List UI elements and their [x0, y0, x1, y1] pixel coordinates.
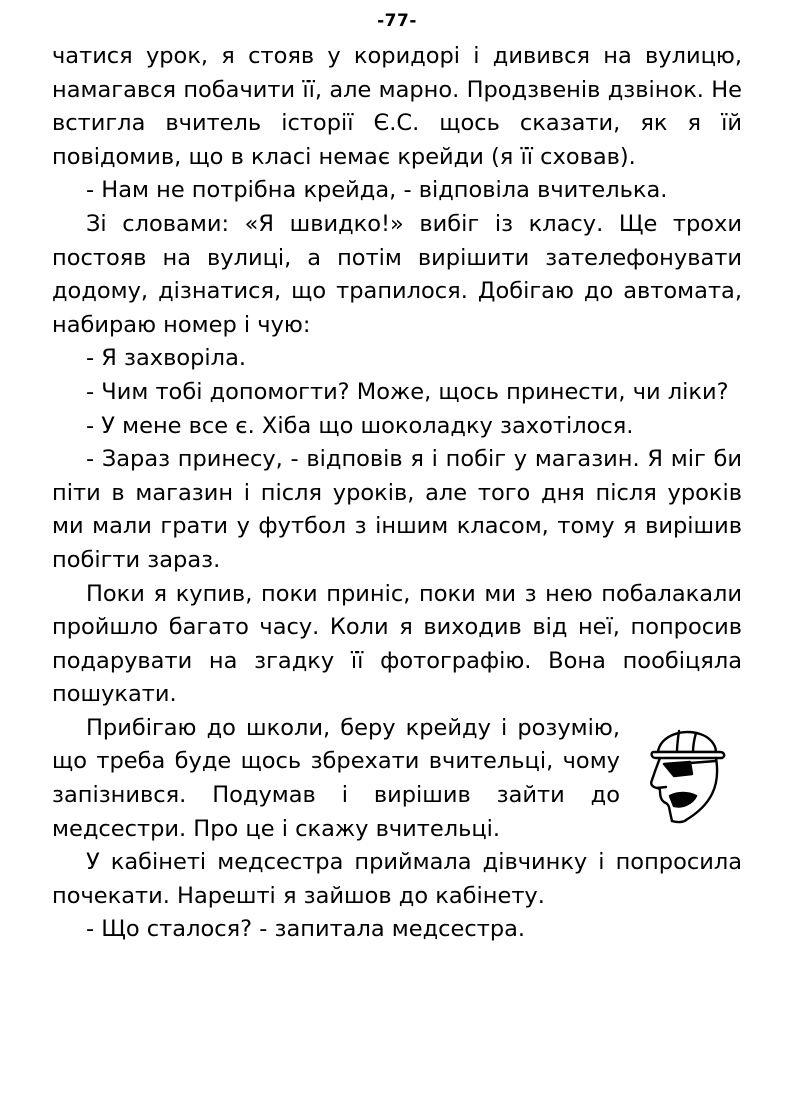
paragraph: - Я захворіла.: [86, 345, 247, 372]
paragraph: - Чим тобі допомогти? Може, щось принести, чи ліки?: [86, 378, 729, 405]
paragraph: - Що сталося? - запитала медсестра.: [86, 916, 526, 943]
paragraph: Зі словами: «Я швидко!» вибіг із класу. Ще трохи постояв на вулиці, а потім вирішити зателефонувати додому, дізнатися, що трапилося. Добігаю до автомата, набираю номер і чую:: [52, 210, 742, 338]
paragraph: У кабінеті медсестра приймала дівчинку і попросила почекати. Нарешті я зайшов до кабінету.: [52, 849, 742, 909]
page-number: -77-: [377, 11, 417, 31]
page-body-text: [52, 40, 742, 947]
head-profile-with-cap-icon: [630, 718, 742, 830]
paragraph: - Зараз принесу, - відповів я і побіг у магазин. Я міг би піти в магазин і після уроків, але того дня після уроків ми мали грати у футбол з іншим класом, тому я вирішив побігти зараз.: [52, 446, 742, 573]
paragraph: - Нам не потрібна крейда, - відповіла вчителька.: [86, 177, 668, 204]
paragraph: - У мене все є. Хіба що шоколадку захотілося.: [86, 412, 634, 439]
paragraph: чатися урок, я стояв у коридорі і дивився на вулицю, намагався побачити її, але марно. Продзвенів дзвінок. Не встигла вчитель історії Є.С. щось сказати, як я їй повідомив, що в класі немає крейди (я її сховав).: [52, 43, 742, 170]
paragraph: Поки я купив, поки приніс, поки ми з нею побалакали пройшло багато часу. Коли я виходив від неї, попросив подарувати на згадку її фотографію. Вона пообіцяла пошукати.: [52, 580, 742, 708]
paragraph: Прибігаю до школи, беру крейду і розумію, що треба буде щось збрехати вчительці, чому запізнився. Подумав і вирішив зайти до медсестри. Про це і скажу вчительці.: [52, 714, 620, 842]
